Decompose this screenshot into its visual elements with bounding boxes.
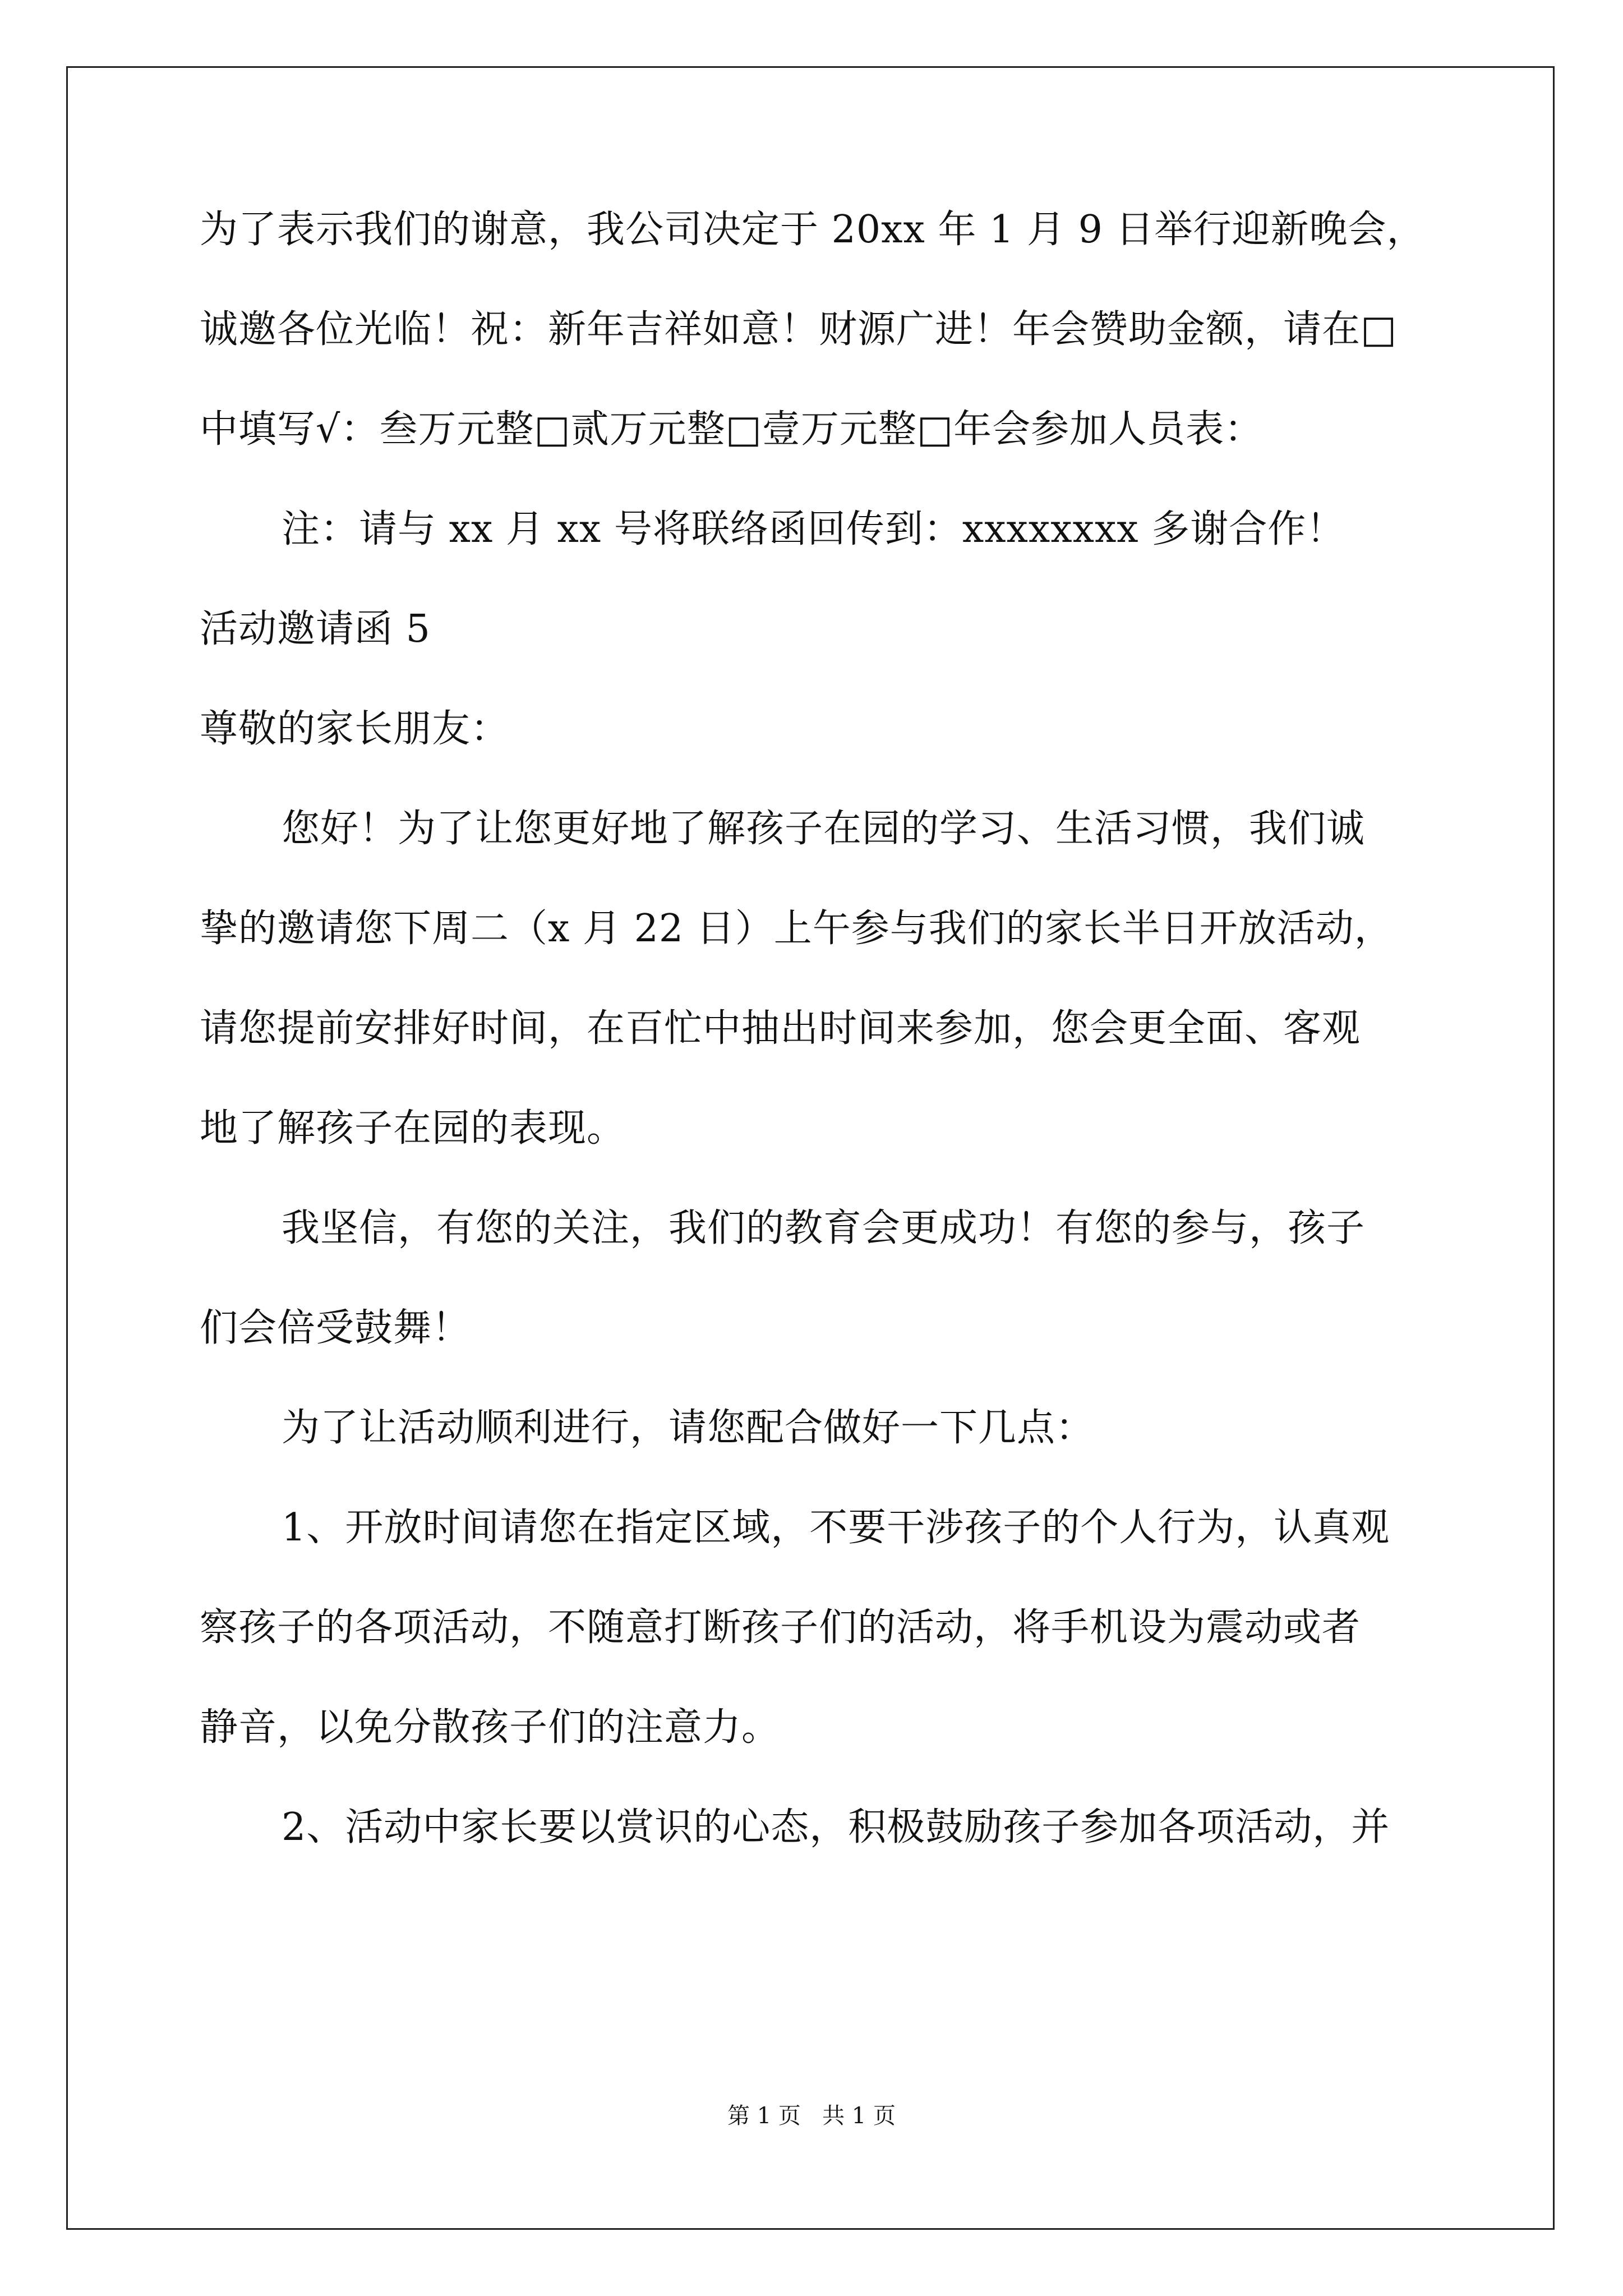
list-item-line: 静音，以免分散孩子们的注意力。 (200, 1705, 781, 1750)
body-line: 为了让活动顺利进行，请您配合做好一下几点： (282, 1406, 1095, 1450)
body-line: 诚邀各位光临！祝：新年吉祥如意！财源广进！年会赞助金额，请在□ (200, 307, 1398, 352)
body-line: 们会倍受鼓舞！ (200, 1306, 471, 1350)
body-line: 中填写√：叁万元整□贰万元整□壹万元整□年会参加人员表： (200, 407, 1264, 452)
section-heading: 活动邀请函 5 (200, 607, 431, 651)
list-item-line: 2、活动中家长要以赏识的心态，积极鼓励孩子参加各项活动，并 (282, 1805, 1390, 1849)
body-line: 我坚信，有您的关注，我们的教育会更成功！有您的参与，孩子 (282, 1206, 1366, 1250)
body-line: 挚的邀请您下周二（x 月 22 日）上午参与我们的家长半日开放活动， (200, 907, 1393, 951)
page-footer: 第 1 页 共 1 页 (727, 2103, 896, 2129)
body-line: 请您提前安排好时间，在百忙中抽出时间来参加，您会更全面、客观 (200, 1006, 1361, 1051)
body-line: 您好！为了让您更好地了解孩子在园的学习、生活习惯，我们诚 (282, 807, 1366, 851)
list-item-line: 察孩子的各项活动，不随意打断孩子们的活动，将手机设为震动或者 (200, 1605, 1361, 1650)
note-line: 注：请与 xx 月 xx 号将联络函回传到：xxxxxxxx 多谢合作！ (282, 507, 1345, 551)
body-line: 地了解孩子在园的表现。 (200, 1106, 626, 1151)
list-item-line: 1、开放时间请您在指定区域，不要干涉孩子的个人行为，认真观 (282, 1506, 1390, 1550)
body-line: 为了表示我们的谢意，我公司决定于 20xx 年 1 月 9 日举行迎新晚会， (200, 208, 1426, 252)
salutation: 尊敬的家长朋友： (200, 707, 510, 751)
